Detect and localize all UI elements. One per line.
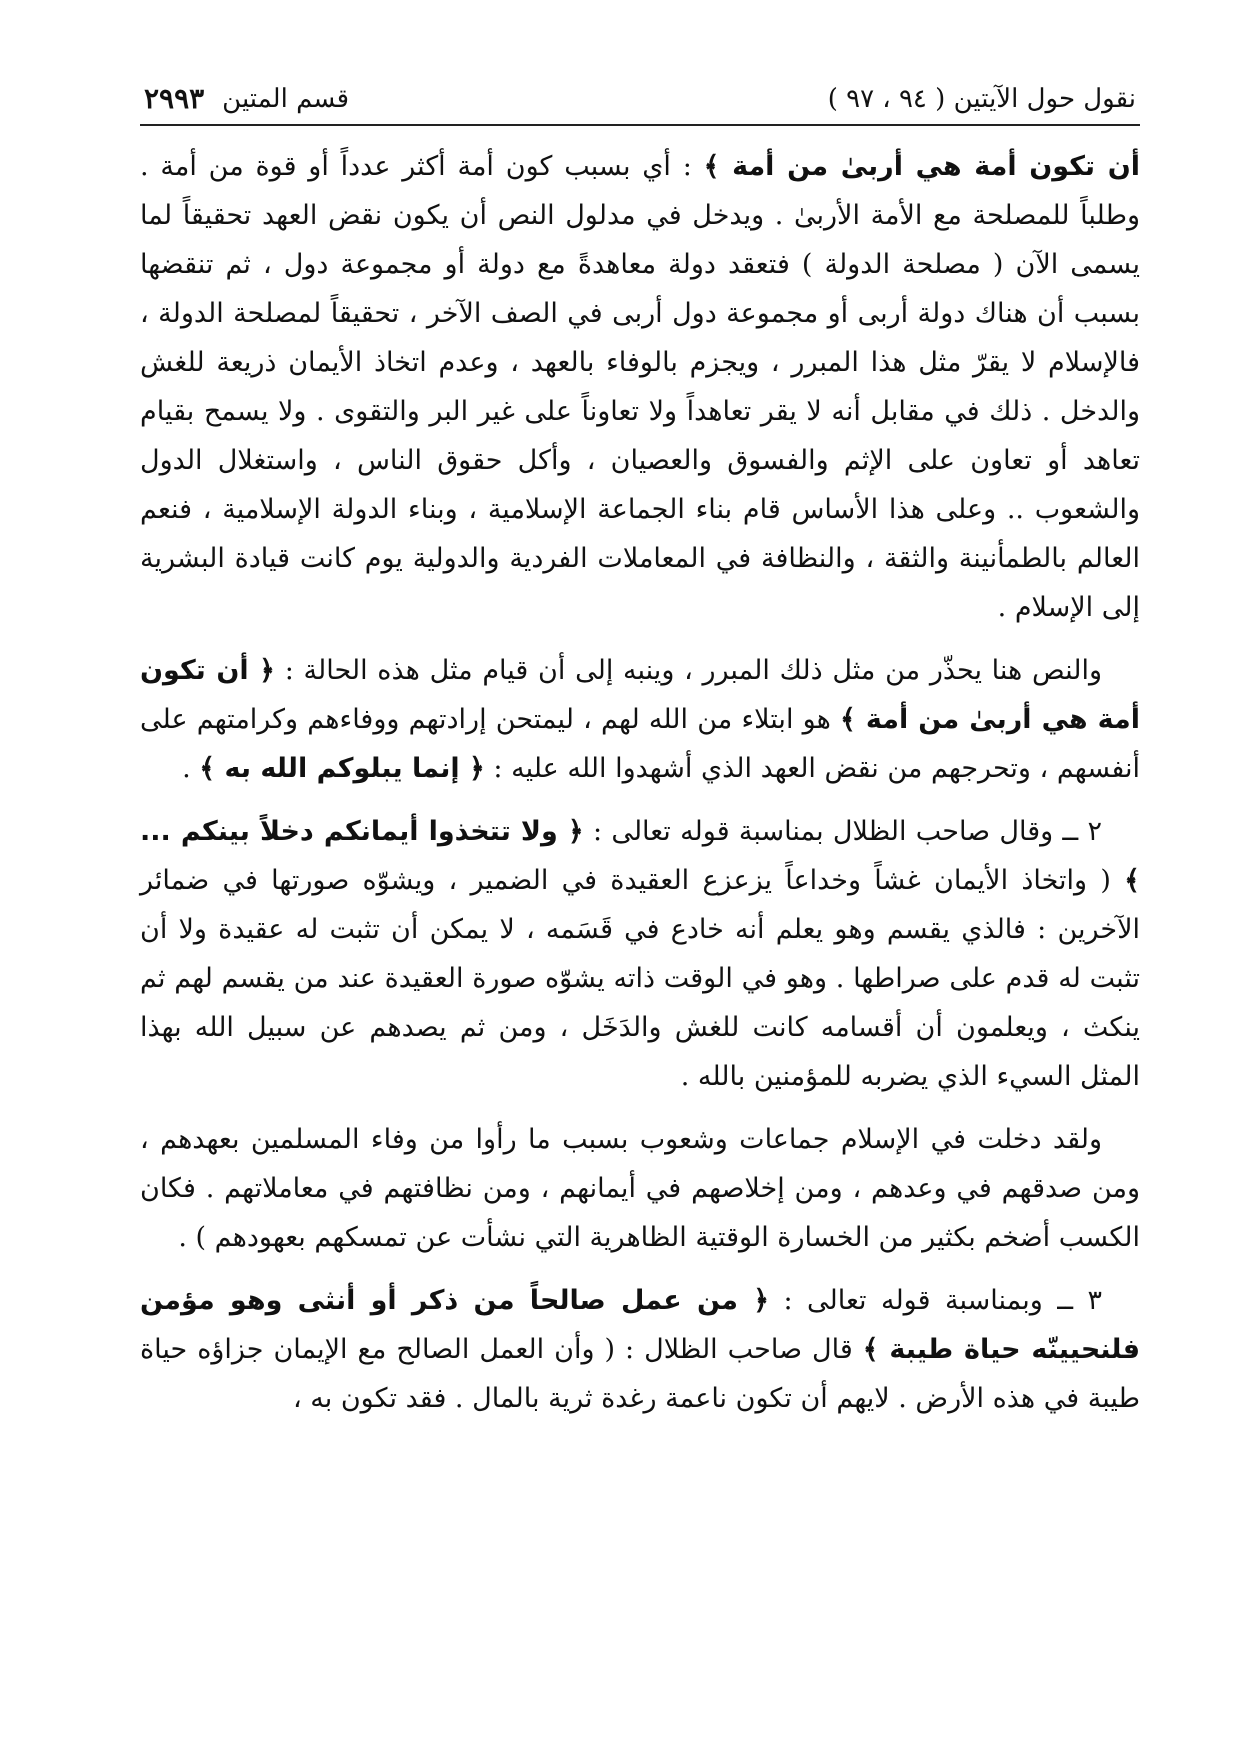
body-text: ٢ ــ وقال صاحب الظلال بمناسبة قوله تعالى :	[583, 816, 1102, 847]
page-body	[140, 142, 1140, 1423]
body-text: هو ابتلاء من الله لهم ، ليمتحن إرادتهم ووفاءهم وكرامتهم على أنفسهم ، وتحرجهم من نقض العهد الذي أشهدوا الله عليه :	[140, 704, 1140, 784]
quran-quote: ﴿ أن تكون أمة هي أربىٰ من أمة ﴾	[140, 655, 1140, 735]
paragraph-5	[140, 1276, 1140, 1423]
page-number: ٢٩٩٣	[144, 82, 205, 115]
page-header	[140, 72, 1140, 118]
quran-quote: ﴿ ولا تتخذوا أيمانكم دخلاً بينكم ... ﴾	[140, 816, 1140, 896]
body-text: ( واتخاذ الأيمان غشاً وخداعاً يزعزع العقيدة في الضمير ، ويشوّه صورتها في ضمائر الآخرين : فالذي يقسم وهو يعلم أنه خادع في قَسَمه ، لا يمكن أن تثبت له عقيدة ولا أن تثبت له قدم على صراطها . وهو في الوقت ذاته يشوّه صورة العقيدة عند من يقسم لهم ثم ينكث ، ويعلمون أن أقسامه كانت للغش والدَخَل ، ومن ثم يصدهم عن سبيل الله بهذا المثل السيء الذي يضربه للمؤمنين بالله .	[140, 865, 1140, 1092]
body-text: .	[182, 753, 200, 784]
body-text: قال صاحب الظلال : ( وأن العمل الصالح مع الإيمان جزاؤه حياة طيبة في هذه الأرض . لايهم أن تكون ناعمة رغدة ثرية بالمال . فقد تكون به ،	[140, 1334, 1140, 1414]
body-text: ٣ ــ وبمناسبة قوله تعالى :	[769, 1285, 1102, 1316]
quran-quote: ﴿ من عمل صالحاً من ذكر أو أنثى وهو مؤمن فلنحيينّه حياة طيبة ﴾	[140, 1285, 1140, 1365]
paragraph-3	[140, 807, 1140, 1101]
quran-quote: ﴿ إنما يبلوكم الله به ﴾	[199, 753, 485, 784]
running-title: نقول حول الآيتين ( ٩٤ ، ٩٧ )	[827, 84, 1136, 114]
book-page	[140, 72, 1140, 1712]
header-rule	[140, 124, 1140, 126]
section-title: قسم المتين	[222, 84, 350, 114]
body-text: والنص هنا يحذّر من مثل ذلك المبرر ، وينبه إلى أن قيام مثل هذه الحالة :	[275, 655, 1102, 686]
header-left	[144, 84, 349, 114]
body-text: ولقد دخلت في الإسلام جماعات وشعوب بسبب ما رأوا من وفاء المسلمين بعهدهم ، ومن صدقهم في وعدهم ، ومن إخلاصهم في أيمانهم ، ومن نظافتهم في معاملاتهم . فكان الكسب أضخم بكثير من الخسارة الوقتية الظاهرية التي نشأت عن تمسكهم بعهودهم ) .	[140, 1124, 1140, 1253]
quran-quote: أن تكون أمة هي أربىٰ من أمة ﴾	[703, 151, 1140, 182]
paragraph-1	[140, 142, 1140, 632]
paragraph-2	[140, 646, 1140, 793]
body-text: : أي بسبب كون أمة أكثر عدداً أو قوة من أمة . وطلباً للمصلحة مع الأمة الأربىٰ . ويدخل في مدلول النص أن يكون نقض العهد تحقيقاً لما يسمى الآن ( مصلحة الدولة ) فتعقد دولة معاهدةً مع دولة أو مجموعة دول ، ثم تنقضها بسبب أن هناك دولة أربى أو مجموعة دول أربى في الصف الآخر ، تحقيقاً لمصلحة الدولة ، فالإسلام لا يقرّ مثل هذا المبرر ، ويجزم بالوفاء بالعهد ، وعدم اتخاذ الأيمان ذريعة للغش والدخل . ذلك في مقابل أنه لا يقر تعاهداً ولا تعاوناً على غير البر والتقوى . ولا يسمح بقيام تعاهد أو تعاون على الإثم والفسوق والعصيان ، وأكل حقوق الناس ، واستغلال الدول والشعوب .. وعلى هذا الأساس قام بناء الجماعة الإسلامية ، وبناء الدولة الإسلامية ، فنعم العالم بالطمأنينة والثقة ، والنظافة في المعاملات الفردية والدولية يوم كانت قيادة البشرية إلى الإسلام .	[140, 151, 1140, 623]
paragraph-4	[140, 1115, 1140, 1262]
